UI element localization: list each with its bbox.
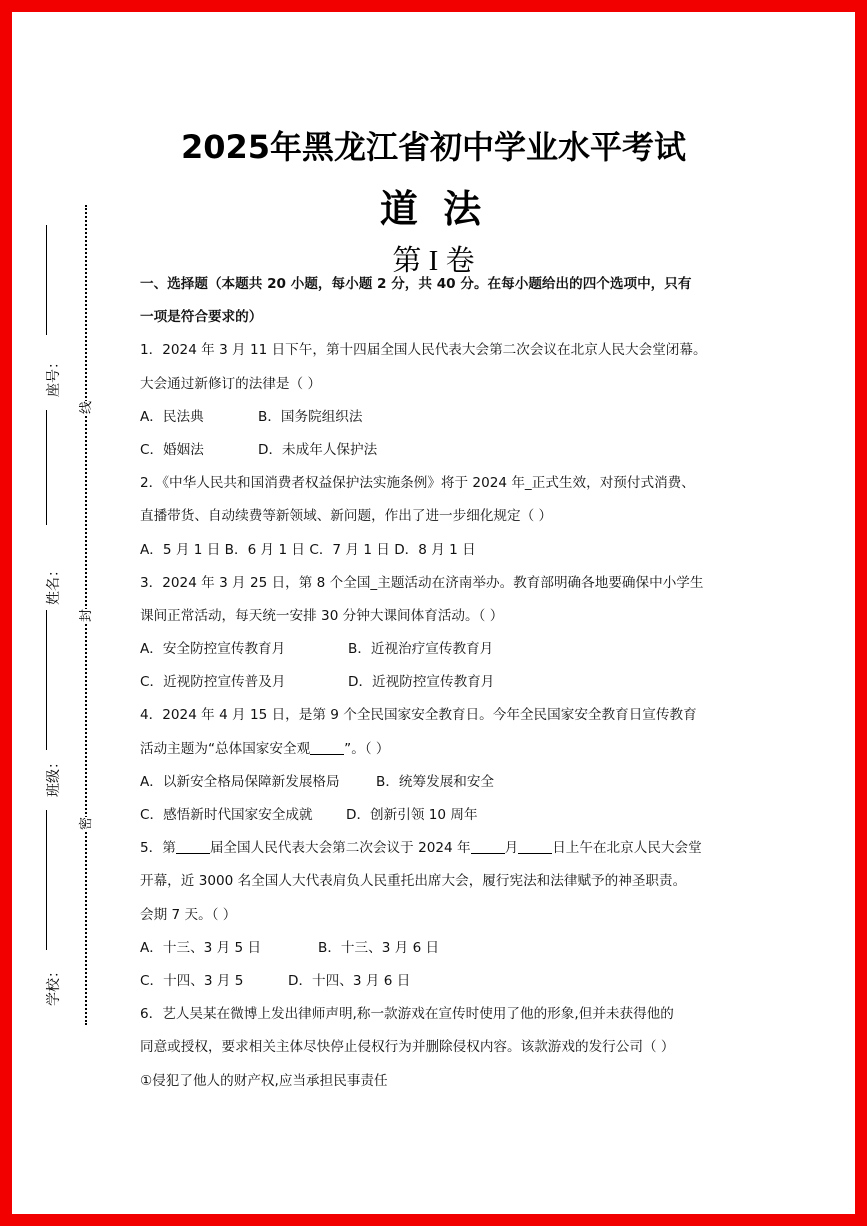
q4-line2-end: ”。（ ） bbox=[344, 740, 390, 757]
volume-title: 第 I 卷 bbox=[392, 245, 475, 277]
q5-option-c: C．十四、3 月 5 bbox=[140, 972, 244, 989]
q5-line1-part2: 届全国人民代表大会第二次会议于 2024 年 bbox=[209, 840, 471, 857]
seal-mark-secret: 密 bbox=[75, 817, 94, 830]
q4-line2-start: 活动主题为“总体国家安全观 bbox=[140, 740, 311, 757]
q1-options-row2 bbox=[140, 434, 740, 467]
q5-line1-part4: 日上午在北京人民大会堂 bbox=[552, 840, 702, 857]
school-label: 学校： bbox=[46, 964, 62, 1006]
seat-label: 座号： bbox=[46, 355, 62, 397]
q5-line1-part3: 月 bbox=[504, 840, 519, 857]
q4-option-d: D．创新引领 10 周年 bbox=[346, 807, 478, 823]
q5-option-d: D．十四、3 月 6 日 bbox=[288, 972, 411, 989]
q2-options: A．5 月 1 日 B．6 月 1 日 C．7 月 1 日 D．8 月 1 日 bbox=[140, 541, 476, 558]
q5-option-b: B．十三、3 月 6 日 bbox=[318, 939, 440, 956]
q4-option-a: A．以新安全格局保障新发展格局 bbox=[140, 773, 340, 790]
q4-option-b: B．统筹发展和安全 bbox=[376, 773, 495, 790]
q1-option-b: B．国务院组织法 bbox=[258, 408, 363, 425]
q6-line2: 同意或授权，要求相关主体尽快停止侵权行为并删除侵权内容。该款游戏的发行公司（ ） bbox=[140, 1039, 675, 1056]
q5-line1-part1: 5．第 bbox=[140, 840, 176, 857]
q3-option-d: D．近视防控宣传教育月 bbox=[348, 674, 495, 691]
q3-options-row1 bbox=[140, 633, 740, 666]
q5-options-row2 bbox=[140, 965, 740, 998]
q3-option-b: B．近视治疗宣传教育月 bbox=[348, 641, 494, 658]
q1-options-row1 bbox=[140, 401, 740, 434]
seal-mark-seal: 封 bbox=[75, 609, 94, 622]
q4-answer-blank bbox=[310, 740, 344, 755]
class-label: 班级： bbox=[46, 755, 62, 797]
q5-line1 bbox=[140, 832, 740, 865]
q6-line3: ①侵犯了他人的财产权,应当承担民事责任 bbox=[140, 1072, 388, 1089]
q3-option-a: A．安全防控宣传教育月 bbox=[140, 641, 286, 658]
q6-line1: 6．艺人吴某在微博上发出律师声明,称一款游戏在宣传时使用了他的形象,但并未获得他的 bbox=[140, 1006, 674, 1023]
q3-options-row2 bbox=[140, 666, 740, 699]
exam-title: 2025年黑龙江省初中学业水平考试 bbox=[180, 128, 687, 166]
q3-line1: 3．2024 年 3 月 25 日，第 8 个全国_主题活动在济南举办。教育部明确各地要确保中小学生 bbox=[140, 574, 704, 591]
q5-blank-session bbox=[176, 839, 210, 854]
q2-line1: 2．《中华人民共和国消费者权益保护法实施条例》将于 2024 年_正式生效，对预付式消费、 bbox=[140, 475, 695, 492]
q5-blank-month bbox=[471, 839, 505, 854]
q5-options-row1 bbox=[140, 932, 740, 965]
school-line bbox=[46, 810, 47, 950]
question-content bbox=[140, 268, 740, 1098]
section-heading-line2: 一项是符合要求的） bbox=[140, 309, 263, 326]
q4-option-c: C．感悟新时代国家安全成就 bbox=[140, 807, 313, 823]
subject-title: 道 法 bbox=[379, 187, 488, 231]
class-line bbox=[46, 610, 47, 750]
seal-mark-line: 线 bbox=[75, 401, 94, 414]
q2-line2: 直播带货、自动续费等新领域、新问题，作出了进一步细化规定（ ） bbox=[140, 508, 553, 525]
q4-line2 bbox=[140, 733, 740, 766]
q5-line2: 开幕，近 3000 名全国人大代表肩负人民重托出席大会，履行宪法和法律赋予的神圣职责。 bbox=[140, 873, 687, 890]
q1-line1: 1．2024 年 3 月 11 日下午，第十四届全国人民代表大会第二次会议在北京人民大会堂闭幕。 bbox=[140, 342, 707, 359]
q4-line1: 4．2024 年 4 月 15 日，是第 9 个全民国家安全教育日。今年全民国家安全教育日宣传教育 bbox=[140, 707, 697, 724]
q1-option-a: A．民法典 bbox=[140, 408, 204, 425]
q3-option-c: C．近视防控宣传普及月 bbox=[140, 674, 286, 691]
q5-line3: 会期 7 天。（ ） bbox=[140, 906, 237, 923]
q4-options-row2 bbox=[140, 799, 740, 832]
section-heading-line1: 一、选择题（本题共 20 小题，每小题 2 分，共 40 分。在每小题给出的四个选项中，只有 bbox=[140, 276, 692, 292]
q5-blank-day bbox=[518, 839, 552, 854]
name-label: 姓名： bbox=[46, 563, 62, 605]
q1-option-d: D．未成年人保护法 bbox=[258, 441, 378, 458]
q4-options-row1 bbox=[140, 766, 740, 799]
q5-option-a: A．十三、3 月 5 日 bbox=[140, 939, 262, 956]
q1-line2: 大会通过新修订的法律是（ ） bbox=[140, 375, 322, 392]
q1-option-c: C．婚姻法 bbox=[140, 441, 204, 458]
q3-line2: 课间正常活动，每天统一安排 30 分钟大课间体育活动。（ ） bbox=[140, 607, 504, 624]
name-line-top bbox=[46, 410, 47, 525]
